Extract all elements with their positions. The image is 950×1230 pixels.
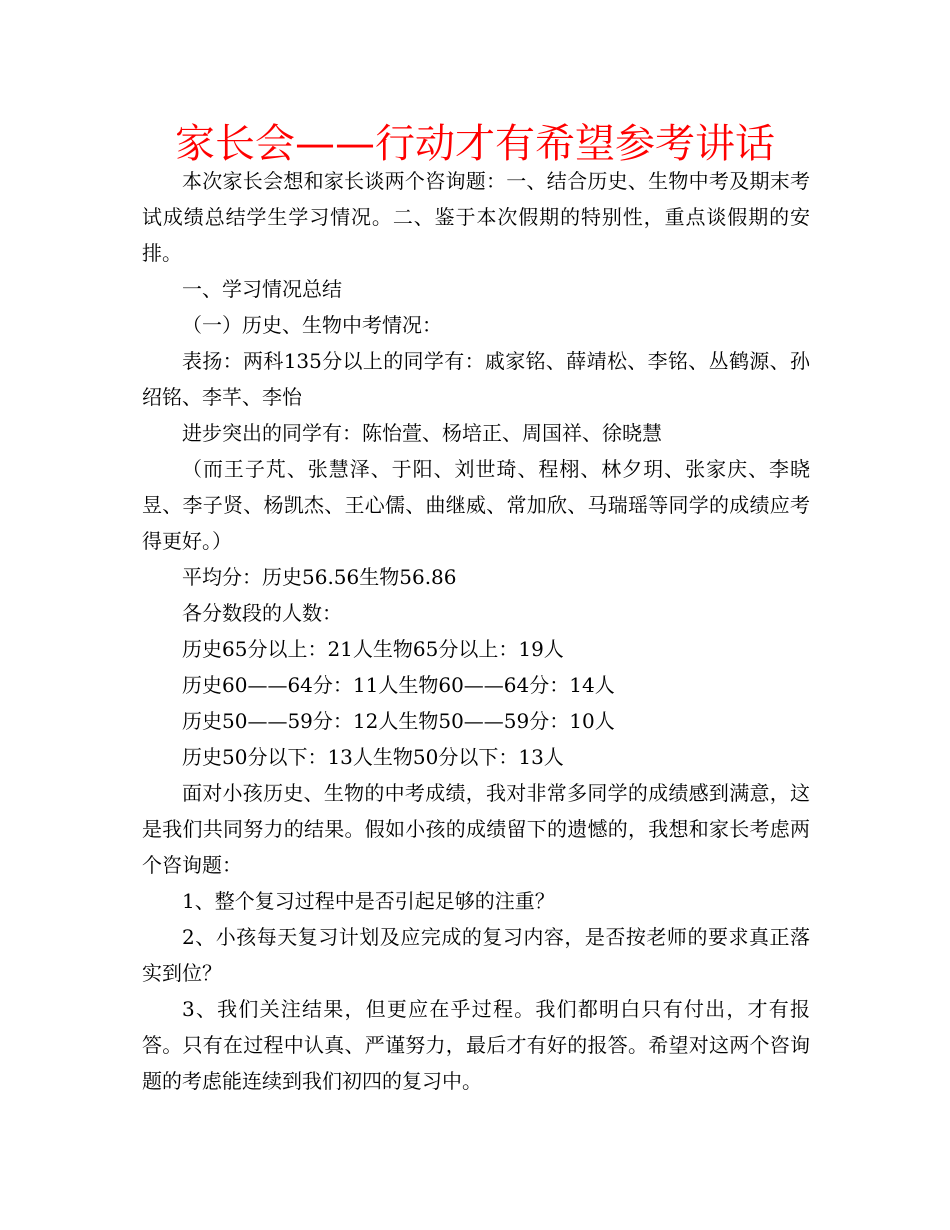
paragraph-average-score: 平均分：历史56.56生物56.86 <box>182 565 457 589</box>
document-title: 家长会——行动才有希望参考讲话 <box>175 121 775 167</box>
paragraph-score-bands-heading: 各分数段的人数： <box>182 601 342 625</box>
paragraph-praise: 表扬：两科135分以上的同学有：戚家铭、薛靖松、李铭、丛鹤源、孙绍铭、李芊、李怡 <box>142 349 810 409</box>
paragraph-intro: 本次家长会想和家长谈两个咨询题：一、结合历史、生物中考及期末考试成绩总结学生学习情况。二、鉴于本次假期的特别性，重点谈假期的安排。 <box>142 169 810 265</box>
score-band-line: 历史65分以上：21人生物65分以上：19人 <box>182 637 564 661</box>
paragraph-reflection: 面对小孩历史、生物的中考成绩，我对非常多同学的成绩感到满意，这是我们共同努力的结果。假如小孩的成绩留下的遗憾的，我想和家长考虑两个咨询题： <box>142 781 810 877</box>
list-item-question-3: 3、我们关注结果，但更应在乎过程。我们都明白只有付出，才有报答。只有在过程中认真、严谨努力，最后才有好的报答。希望对这两个咨询题的考虑能连续到我们初四的复习中。 <box>142 997 810 1093</box>
list-item-question-1: 1、整个复习过程中是否引起足够的注重？ <box>182 889 555 913</box>
score-band-line: 历史50分以下：13人生物50分以下：13人 <box>182 745 564 769</box>
paragraph-progress: 进步突出的同学有：陈怡萱、杨培正、周国祥、徐晓慧 <box>182 421 662 445</box>
score-band-line: 历史60——64分：11人生物60——64分：14人 <box>182 673 615 697</box>
document-body <box>142 163 810 1099</box>
subsection-heading-midterm: （一）历史、生物中考情况： <box>182 313 442 337</box>
score-band-line: 历史50——59分：12人生物50——59分：10人 <box>182 709 615 733</box>
section-heading-study-summary: 一、学习情况总结 <box>182 277 342 301</box>
list-item-question-2: 2、小孩每天复习计划及应完成的复习内容，是否按老师的要求真正落实到位？ <box>142 925 810 985</box>
paragraph-could-do-better: （而王子芃、张慧泽、于阳、刘世琦、程栩、林夕玥、张家庆、李晓昱、李子贤、杨凯杰、王心儒、曲继威、常加欣、马瑞瑶等同学的成绩应考得更好。） <box>142 457 810 553</box>
